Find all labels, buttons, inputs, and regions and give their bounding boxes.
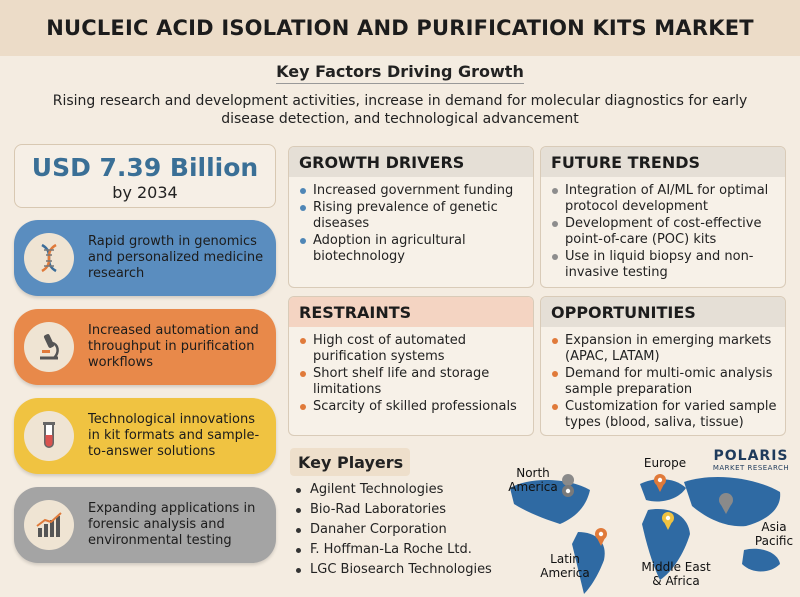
factor-genomics [14,220,276,296]
growth-drivers-box [288,146,534,288]
list-item: Agilent Technologies [296,480,492,500]
list-item: Adoption in agricultural biotechnology [299,233,525,265]
factor-applications [14,487,276,563]
logo-tagline: MARKET RESEARCH [712,464,790,472]
dna-icon [24,233,74,283]
subtitle-wrap [0,62,800,84]
key-players-title: Key Players [290,448,410,476]
page-title: NUCLEIC ACID ISOLATION AND PURIFICATION KITS MARKET [46,16,754,40]
key-players-list [296,480,492,580]
list-item: Danaher Corporation [296,520,492,540]
future-trends-title: FUTURE TRENDS [541,147,785,177]
list-item: F. Hoffman-La Roche Ltd. [296,540,492,560]
list-item: LGC Biosearch Technologies [296,560,492,580]
list-item: Use in liquid biopsy and non-invasive testing [551,249,777,281]
list-item: Development of cost-effective point-of-care (POC) kits [551,216,777,248]
subtitle: Key Factors Driving Growth [276,62,524,84]
opportunities-list [541,327,785,431]
list-item: High cost of automated purification systems [299,333,525,365]
bar-chart-icon [24,500,74,550]
list-item: Demand for multi-omic analysis sample preparation [551,366,777,398]
region-asia-pacific: Asia Pacific [754,520,794,548]
title-bar [0,0,800,56]
factor-text: Increased automation and throughput in purification workflows [88,323,259,370]
restraints-title: RESTRAINTS [289,297,533,327]
polaris-logo [706,448,796,472]
list-item: Rising prevalence of genetic diseases [299,200,525,232]
market-size-card [14,144,276,208]
growth-drivers-title: GROWTH DRIVERS [289,147,533,177]
opportunities-box [540,296,786,436]
future-trends-list [541,177,785,281]
microscope-icon [24,322,74,372]
summary-text: Rising research and development activities, increase in demand for molecular diagnostics for early disease detection, and technological advancement [52,93,748,127]
restraints-list [289,327,533,415]
list-item: Bio-Rad Laboratories [296,500,492,520]
opportunities-title: OPPORTUNITIES [541,297,785,327]
market-size-year: by 2034 [112,183,178,202]
market-size-value: USD 7.39 Billion [31,153,259,182]
list-item: Integration of AI/ML for optimal protocol development [551,183,777,215]
list-item: Expansion in emerging markets (APAC, LATAM) [551,333,777,365]
list-item: Customization for varied sample types (blood, saliva, tissue) [551,399,777,431]
restraints-box [288,296,534,436]
test-tube-icon [24,411,74,461]
list-item: Increased government funding [299,183,525,199]
future-trends-box [540,146,786,288]
region-latin-america: Latin America [540,552,590,580]
factor-automation [14,309,276,385]
region-europe: Europe [643,456,687,470]
list-item: Scarcity of skilled professionals [299,399,525,415]
factor-innovations [14,398,276,474]
factor-text: Expanding applications in forensic analysis and environmental testing [88,501,256,548]
region-middle-east-africa: Middle East & Africa [641,560,711,588]
logo-name: POLARIS [713,448,789,464]
list-item: Short shelf life and storage limitations [299,366,525,398]
growth-drivers-list [289,177,533,265]
region-north-america: North America [508,466,558,494]
factor-text: Technological innovations in kit formats and sample-to-answer solutions [88,412,260,459]
factor-text: Rapid growth in genomics and personalized medicine research [88,234,264,281]
